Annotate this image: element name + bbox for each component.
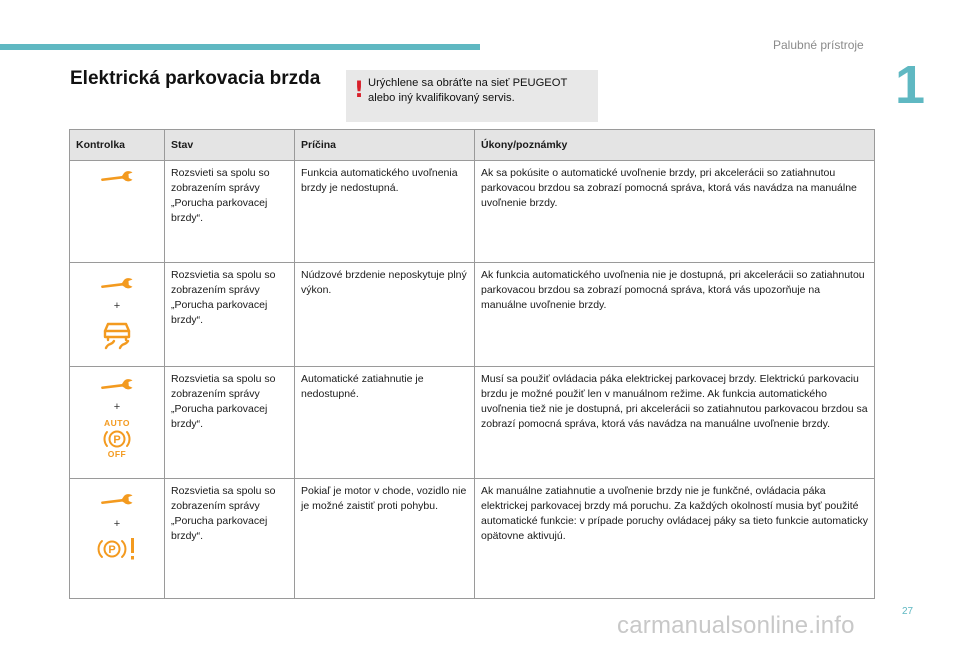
table-row <box>70 479 875 599</box>
stav-cell: Rozsvieti sa spolu so zobrazením správy „Porucha parkovacej brzdy“. <box>165 161 295 263</box>
kontrolka-cell <box>70 161 165 263</box>
kontrolka-cell <box>70 479 165 599</box>
section-title: Palubné prístroje <box>773 38 864 52</box>
plus-sign: + <box>113 518 121 530</box>
kontrolka-cell <box>70 263 165 367</box>
page-number: 27 <box>902 606 914 617</box>
wrench-icon <box>100 277 134 291</box>
ukony-cell: Ak manuálne zatiahnutie a uvoľnenie brzdy nie je funkčné, ovládacia páka elektrickej parkovacej brzdy má poruchu. Za každých okolností musia byť použité automatické funkcie: v prípade poruchy ovládacej páky sa tieto funkcie automaticky opätovne aktivujú. <box>475 479 875 599</box>
stav-cell: Rozsvietia sa spolu so zobrazením správy „Porucha parkovacej brzdy“. <box>165 367 295 479</box>
header-kontrolka: Kontrolka <box>70 130 165 161</box>
notice-text: Urýchlene sa obráťte na sieť PEUGEOT alebo iný kvalifikovaný servis. <box>368 77 568 104</box>
chapter-number: 1 <box>895 55 926 115</box>
ukony-cell: Musí sa použiť ovládacia páka elektrickej parkovacej brzdy. Elektrickú parkovaciu brzdu je možné použiť len v manuálnom režime. Ak funkcia automatického uvoľnenia tiež nie je dostupná, pri akcelerácii so zatiahnutou parkovacou brzdou sa zobrazí pomocná správa, ktorá vás navádza na manuálne uvoľnenie brzdy. <box>475 367 875 479</box>
accent-bar <box>0 44 480 50</box>
ukony-cell: Ak sa pokúsite o automatické uvoľnenie brzdy, pri akcelerácii so zatiahnutou parkovacou brzdou sa zobrazí pomocná správa, ktorá vás navádza na manuálne uvoľnenie brzdy. <box>475 161 875 263</box>
wrench-icon <box>100 493 134 507</box>
auto-p-off-icon <box>102 419 132 459</box>
stav-cell: Rozsvietia sa spolu so zobrazením správy „Porucha parkovacej brzdy“. <box>165 479 295 599</box>
wrench-icon <box>100 170 134 184</box>
pricina-cell: Funkcia automatického uvoľnenia brzdy je nedostupná. <box>295 161 475 263</box>
pricina-cell: Núdzové brzdenie neposkytuje plný výkon. <box>295 263 475 367</box>
table-header-row <box>70 130 875 161</box>
circled-p-icon <box>102 428 132 450</box>
p-letter: P <box>113 434 121 446</box>
wrench-icon <box>100 378 134 392</box>
auto-label: AUTO <box>104 418 130 428</box>
header-pricina: Príčina <box>295 130 475 161</box>
p-letter: P <box>108 544 116 556</box>
warning-exclamation-icon: ! <box>354 78 365 103</box>
pricina-cell: Automatické zatiahnutie je nedostupné. <box>295 367 475 479</box>
parking-brake-fault-icon <box>96 536 138 562</box>
plus-sign: + <box>113 401 121 413</box>
header-ukony: Úkony/poznámky <box>475 130 875 161</box>
warning-lights-table <box>69 129 875 599</box>
kontrolka-cell <box>70 367 165 479</box>
ukony-cell: Ak funkcia automatického uvoľnenia nie je dostupná, pri akcelerácii so zatiahnutou parkovacou brzdou sa zobrazí pomocná správa, ktorá vás upozorňuje na manuálne uvoľnenie brzdy. <box>475 263 875 367</box>
plus-sign: + <box>113 300 121 312</box>
notice-box <box>346 70 598 122</box>
off-label: OFF <box>107 449 127 459</box>
page-title: Elektrická parkovacia brzda <box>70 68 321 89</box>
stav-cell: Rozsvietia sa spolu so zobrazením správy „Porucha parkovacej brzdy“. <box>165 263 295 367</box>
table-row <box>70 161 875 263</box>
watermark: carmanualsonline.info <box>617 612 855 639</box>
skidding-car-icon <box>101 320 133 350</box>
pricina-cell: Pokiaľ je motor v chode, vozidlo nie je možné zaistiť proti pohybu. <box>295 479 475 599</box>
header-stav: Stav <box>165 130 295 161</box>
table-row <box>70 263 875 367</box>
table-row <box>70 367 875 479</box>
